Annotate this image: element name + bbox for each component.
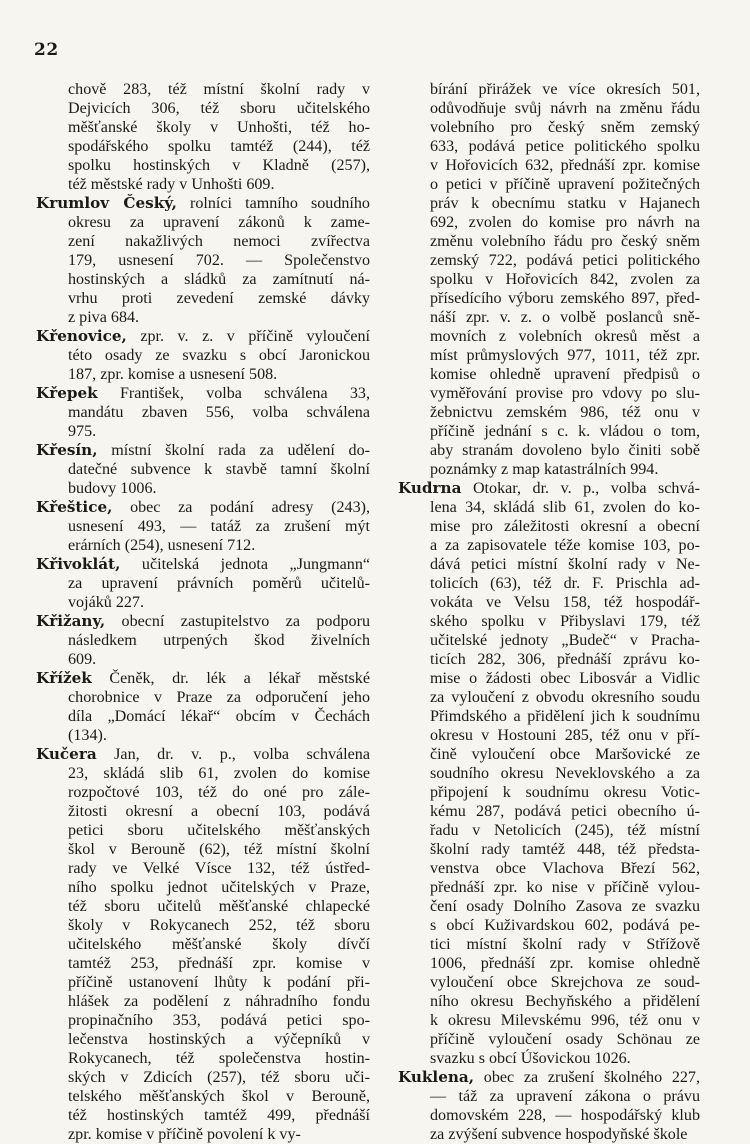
entry-line: příčině ustanovení lhůty k podání při- [68,974,370,991]
entry-line: této osady ze svazku s obcí Jaronickou [68,347,370,364]
index-entry [398,80,700,479]
entry-line: komise ohledně upravení předpisů o [430,366,700,383]
entry-line: 1006, přednáší zpr. komise ohledně [430,955,700,972]
entry-line: tolicích (63), též dr. F. Prischla ad- [430,575,700,592]
entry-line: vyměřování provise pro vdovy po slu- [430,385,700,402]
entry-headword: Krumlov Český, [36,194,177,212]
entry-line: volebního pro český sněm zemský [430,119,700,136]
entry-headword: Křesín, [36,441,98,459]
entry-line: mise o žádosti obec Libosvár a Vidlic [430,670,700,687]
entry-line: změnu volebního řádu pro český sněm [430,233,700,250]
entry-line: spolku v Hořovicích 842, zvolen za [430,271,700,288]
entry-first-line: Křeštice, obec za podání adresy (243), [36,498,370,516]
entry-headword: Křenovice, [36,327,127,345]
entry-line: (134). [68,727,107,744]
entry-line: školní rady tamtéž 448, též předsta- [430,841,700,858]
entry-line: přísedícího výboru zemského 897, před- [430,290,700,307]
entry-line: spolku hostinských v Kladně (257), [68,157,370,174]
index-entry [36,498,370,555]
right-column [398,80,700,1144]
entry-line: ního spolku jednot učitelských v Praze, [68,879,370,896]
entry-line: 633, podává petice politického spolku [430,138,700,155]
entry-line: usnesení 493, — tatáž za zrušení mýt [68,518,370,535]
entry-line: příčině vyloučení osady Schönau ze [430,1031,700,1048]
entry-headword: Kuklena, [398,1068,475,1086]
index-entry [398,479,700,1068]
entry-line: žitosti okresní a obecní 103, podává [68,803,370,820]
entry-headword: Křížek [36,669,92,687]
entry-line: propinačního 353, podává petici spo- [68,1012,370,1029]
entry-line: též městské rady v Unhošti 609. [68,176,275,193]
entry-line: rady ve Velké Víscе 132, též ústřed- [68,860,370,877]
entry-line: zemský 722, podává petici politického [430,252,700,269]
index-entry [36,745,370,1144]
entry-first-line: Křižany, obecní zastupitelstvo za podporu [36,612,370,630]
entry-line: za vyloučení z obvodu okresního soudu [430,689,700,706]
entry-line: zpr. komise v příčině povolení k vy- [68,1126,301,1143]
entry-line: vojáků 227. [68,594,144,611]
entry-line: řadu v Netolicích (245), též místní [430,822,700,839]
index-entry [36,327,370,384]
entry-line: vrhu proti zevedení zemské dávky [68,290,370,307]
entry-line: učitelské jednoty „Budeč“ v Pracha- [430,632,700,649]
entry-line: vokáta ve Velsu 158, též hospodář- [430,594,700,611]
entry-line: — táž za upravení zákona o právu [430,1088,700,1105]
entry-line: připojení k soudnímu okresu Votic- [430,784,700,801]
left-column [36,80,370,1144]
entry-line: ticích 282, 306, přednáší zprávu ko- [430,651,700,668]
entry-headword: Křivoklát, [36,555,121,573]
entry-line: následkem utrpených škod živelních [68,632,370,649]
entry-line: dává petici místní školní rady v Ne- [430,556,700,573]
entry-line: z piva 684. [68,309,140,326]
entry-first-line: Kučera Jan, dr. v. p., volba schválena [36,745,370,763]
entry-first-line: Kuklena, obec za zrušení školného 227, [398,1068,700,1086]
entry-line: ského spolku v Přibyslavi 179, též [430,613,700,630]
entry-line: ských v Zdicích (257), též sboru uči- [68,1069,370,1086]
index-entry [36,441,370,498]
entry-line: datečné subvence k stavbě tamní školní [68,461,370,478]
page-number: 22 [34,40,59,60]
entry-line: Dejvicích 306, též sboru učitelského [68,100,370,117]
index-entry [36,384,370,441]
entry-line: soudního okresu Neveklovského a za [430,765,700,782]
entry-first-line: Křepek František, volba schválena 33, [36,384,370,402]
entry-line: přednáší zpr. ko nise v příčině vylou- [430,879,700,896]
entry-first-line: Kudrna Otokar, dr. v. p., volba schvá- [398,479,700,497]
entry-line: žebnictvu zemském 986, též onu v [430,404,700,421]
entry-line: čině vyloučení obce Maršovické ze [430,746,700,763]
entry-line: vyloučení obce Skrejchova ze soud- [430,974,700,991]
entry-line: tici místní školní rady v Střížově [430,936,700,953]
entry-line: za upravení právních poměrů učitelů- [68,575,370,592]
entry-line: bírání přirážek ve více okresích 501, [430,81,700,98]
entry-line: zení nakažlivých nemoci zvířectva [68,233,370,250]
entry-line: poznámky z map katastrálních 994. [430,461,659,478]
entry-line: lena 34, skládá slib 61, zvolen do ko- [430,499,700,516]
entry-first-line: Křesín, místní školní rada za udělení do- [36,441,370,459]
entry-line: 23, skládá slib 61, zvolen do komise [68,765,370,782]
entry-headword: Kudrna [398,479,462,497]
entry-line: spodářského spolku tamtéž (244), též [68,138,370,155]
entry-line: 187, zpr. komise a usnesení 508. [68,366,278,383]
entry-line: Přimdského a přidělení jich k soudnímu [430,708,700,725]
entry-line: movních z volebních okresů měst a [430,328,700,345]
entry-line: budovy 1006. [68,480,157,497]
entry-line: 179, usnesení 702. — Společenstvo [68,252,370,269]
entry-line: okresu za upravení zákonů k zame- [68,214,370,231]
entry-first-line: Křížek Čeněk, dr. lék a lékař městské [36,669,370,687]
entry-line: 692, zvolen do komise pro návrh na [430,214,700,231]
entry-line: 975. [68,423,97,440]
index-entry [36,612,370,669]
entry-line: hlášek za podělení z náhradního fondu [68,993,370,1010]
entry-line: petici sboru učitelského měšťanských [68,822,370,839]
index-entry [36,194,370,327]
entry-first-line: Křivoklát, učitelská jednota „Jungmann“ [36,555,370,573]
entry-line: aby stranám dovoleno bylo činiti sobě [430,442,700,459]
entry-first-line: Krumlov Český, rolníci tamního soudního [36,194,370,212]
entry-line: Rokycanech, též společenstva hostin- [68,1050,370,1067]
entry-line: náší zpr. v. z. o volbě poslanců sně- [430,309,700,326]
entry-line: chově 283, též místní školní rady v [68,81,370,98]
entry-line: s obcí Kuživardskou 602, podává pe- [430,917,700,934]
entry-line: odůvodňuje svůj návrh na změnu řádu [430,100,700,117]
entry-line: ního okresu Bechyňského a přidělení [430,993,700,1010]
entry-line: svazku s obcí Úšovickou 1026. [430,1050,631,1067]
entry-line: příčině jednání s c. k. vládou o tom, [430,423,700,440]
entry-line: k okresu Milevskému 996, též onu v [430,1012,700,1029]
entry-line: okresu v Hostouni 285, též onu v pří- [430,727,700,744]
index-entry [36,669,370,745]
entry-headword: Kučera [36,745,97,763]
entry-line: škol v Berouně (62), též místní školní [68,841,370,858]
entry-headword: Křepek [36,384,98,402]
entry-headword: Křižany, [36,612,106,630]
entry-line: chorobnice v Praze za odporučení jeho [68,689,370,706]
entry-line: školy v Rokycanech 252, též sboru [68,917,370,934]
entry-line: v Hořovicích 632, přednáší zpr. komise [430,157,700,174]
entry-line: díla „Domácí lékař“ obcím v Čechách [68,708,370,725]
entry-line: hostinských a sládků za zamítnutí ná- [68,271,370,288]
entry-line: za zvýšení subvence hospodyňské škole [430,1126,688,1143]
entry-line: domovském 228, — hospodářský klub [430,1107,700,1124]
entry-line: o petici v příčině upravení požitečných [430,176,700,193]
entry-line: 609. [68,651,97,668]
entry-line: a za zapisovatele téže komise 103, po- [430,537,700,554]
entry-line: čení osady Dolního Zasova ze svazku [430,898,700,915]
entry-line: též hostinských tamtéž 499, přednáší [68,1107,370,1124]
entry-line: telského měšťanských škol v Berouně, [68,1088,370,1105]
entry-line: měšťanské školy v Unhošti, též ho- [68,119,370,136]
index-entry [398,1068,700,1144]
entry-line: rozpočtové 103, též do oné pro zále- [68,784,370,801]
entry-line: venstva obce Vlachova Březí 562, [430,860,700,877]
entry-line: též sboru učitelů měšťanské chlapecké [68,898,370,915]
entry-line: kému 287, podává petici obecního ú- [430,803,700,820]
index-entry [36,80,370,194]
entry-line: erárních (254), usnesení 712. [68,537,256,554]
index-entry [36,555,370,612]
entry-line: míst průmyslových 977, 1011, též zpr. [430,347,700,364]
entry-line: učitelského měšťanské školy dívčí [68,936,370,953]
entry-line: mandátu zbaven 556, volba schválena [68,404,370,421]
entry-line: práv k obecnímu statku v Hajanech [430,195,700,212]
entry-line: lečenstva hostinských a výčepníků v [68,1031,370,1048]
entry-first-line: Křenovice, zpr. v. z. v příčině vyloučení [36,327,370,345]
entry-line: tamtéž 253, přednáší zpr. komise v [68,955,370,972]
entry-headword: Křeštice, [36,498,113,516]
entry-line: mise pro záležitosti okresní a obecní [430,518,700,535]
